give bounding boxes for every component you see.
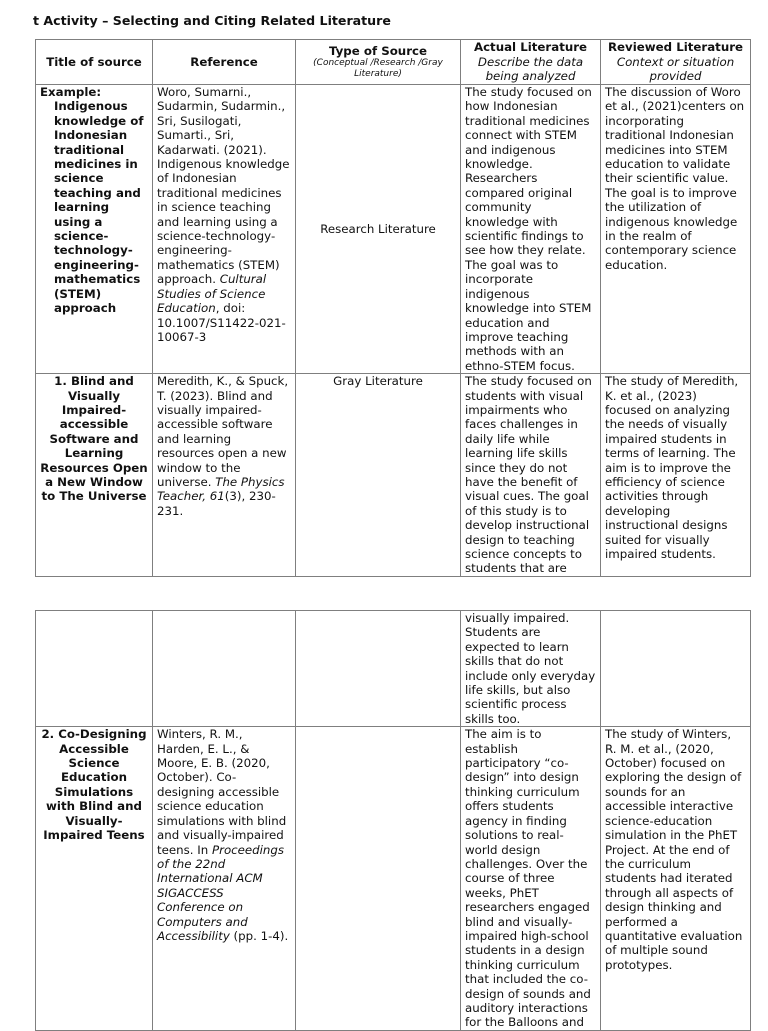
- header-type-label: Type of Source: [328, 43, 428, 58]
- table-row-2: [36, 727, 751, 1031]
- journal-name: Cultural Studies of Science Education: [157, 272, 267, 316]
- header-title: Title of source: [36, 40, 153, 85]
- reviewed-literature: The study of Meredith, K. et al., (2023) focused on analyzing the needs of visually impaired students in terms of learning. The aim is to improve the efficiency of science activities through developing instructional designs suited for visually impaired students.: [601, 374, 751, 577]
- source-title: 2. Co-Designing Accessible Science Education Simulations with Blind and Visually-Impaired Teens: [36, 727, 153, 1031]
- reference-cell: Winters, R. M., Harden, E. L., & Moore, E. B. (2020, October). Co-designing accessible science education simulations with blind and visually-impaired teens. In Proceedings of the 22nd International ACM SIGACCESS Conference on Computers and Accessibility (pp. 1-4).: [153, 727, 296, 1031]
- actual-literature: The aim is to establish participatory “co-design” into design thinking curriculum offers students agency in finding solutions to real-world design challenges. Over the course of three weeks, PhET researchers engaged blind and visually-impaired high-school students in a design thinking curriculum that included the co-design of sounds and auditory interactions for the Balloons and: [461, 727, 601, 1031]
- literature-table: [35, 39, 751, 577]
- actual-literature: The study focused on students with visual impairments who faces challenges in daily life while learning life skills since they do not have the benefit of visual cues. The goal of this study is to develop instructional design to teaching science concepts to students that are: [461, 374, 601, 577]
- source-type: Gray Literature: [296, 374, 461, 577]
- document-heading: t Activity – Selecting and Citing Related Literature: [33, 13, 391, 28]
- source-title: 1. Blind and Visually Impaired-accessible Software and Learning Resources Open a New Window to The Universe: [36, 374, 153, 577]
- header-type: [296, 40, 461, 85]
- header-reviewed: [601, 40, 751, 85]
- empty-cell: [36, 611, 153, 727]
- table-row-continuation: [36, 611, 751, 727]
- actual-literature-continued: visually impaired. Students are expected to learn skills that do not include only everyday life skills, but also scientific process skills too.: [461, 611, 601, 727]
- header-reference: Reference: [153, 40, 296, 85]
- header-reviewed-label: Reviewed Literature: [607, 40, 744, 55]
- table-row-example: [36, 85, 751, 374]
- header-actual-sub: Describe the data being analyzed: [477, 54, 584, 84]
- journal-name: The Physics Teacher, 61: [157, 474, 285, 504]
- reference-cell: Meredith, K., & Spuck, T. (2023). Blind and visually impaired-accessible software and learning resources open a new window to the universe. The Physics Teacher, 61(3), 230-231.: [153, 374, 296, 577]
- table-header-row: [36, 40, 751, 85]
- example-label: Example:: [40, 85, 102, 99]
- empty-cell: [153, 611, 296, 727]
- header-actual-label: Actual Literature: [473, 40, 588, 55]
- actual-literature: The study focused on how Indonesian traditional medicines connect with STEM and indigenous knowledge. Researchers compared original community knowledge with scientific findings to see how they relate. The goal was to incorporate indigenous knowledge into STEM education and improve teaching methods with an ethno-STEM focus.: [461, 85, 601, 374]
- header-actual: [461, 40, 601, 85]
- table-row-1: [36, 374, 751, 577]
- source-title: [36, 85, 153, 374]
- empty-cell: [601, 611, 751, 727]
- source-title-text: Indigenous knowledge of Indonesian traditional medicines in science teaching and learning using a science-technology-engineering-mathematics (STEM) approach: [54, 99, 144, 316]
- header-type-sub: (Conceptual /Research /Gray Literature): [313, 58, 443, 80]
- reviewed-literature: The study of Winters, R. M. et al., (2020, October) focused on exploring the design of sounds for an accessible interactive science-education simulation in the PhET Project. At the end of the curriculum students had iterated through all aspects of design thinking and performed a quantitative evaluation of multiple sound prototypes.: [601, 727, 751, 1031]
- source-type: [296, 727, 461, 1031]
- empty-cell: [296, 611, 461, 727]
- header-reviewed-sub: Context or situation provided: [616, 54, 735, 84]
- journal-name: Proceedings of the 22nd International ACM SIGACCESS Conference on Computers and Accessibility: [157, 842, 285, 943]
- reference-cell: Woro, Sumarni., Sudarmin, Sudarmin., Sri, Susilogati, Sumarti., Sri, Kadarwati. (2021). Indigenous knowledge of Indonesian traditional medicines in science teaching and learning using a science-technology-engineering-mathematics (STEM) approach. Cultural Studies of Science Education, doi: 10.1007/S11422-021-10067-3: [153, 85, 296, 374]
- reviewed-literature: The discussion of Woro et al., (2021)centers on incorporating traditional Indonesian medicines into STEM education to validate their scientific value. The goal is to improve the utilization of indigenous knowledge in the realm of contemporary science education.: [601, 85, 751, 374]
- source-type: Research Literature: [296, 85, 461, 374]
- literature-table-continued: [35, 610, 751, 1031]
